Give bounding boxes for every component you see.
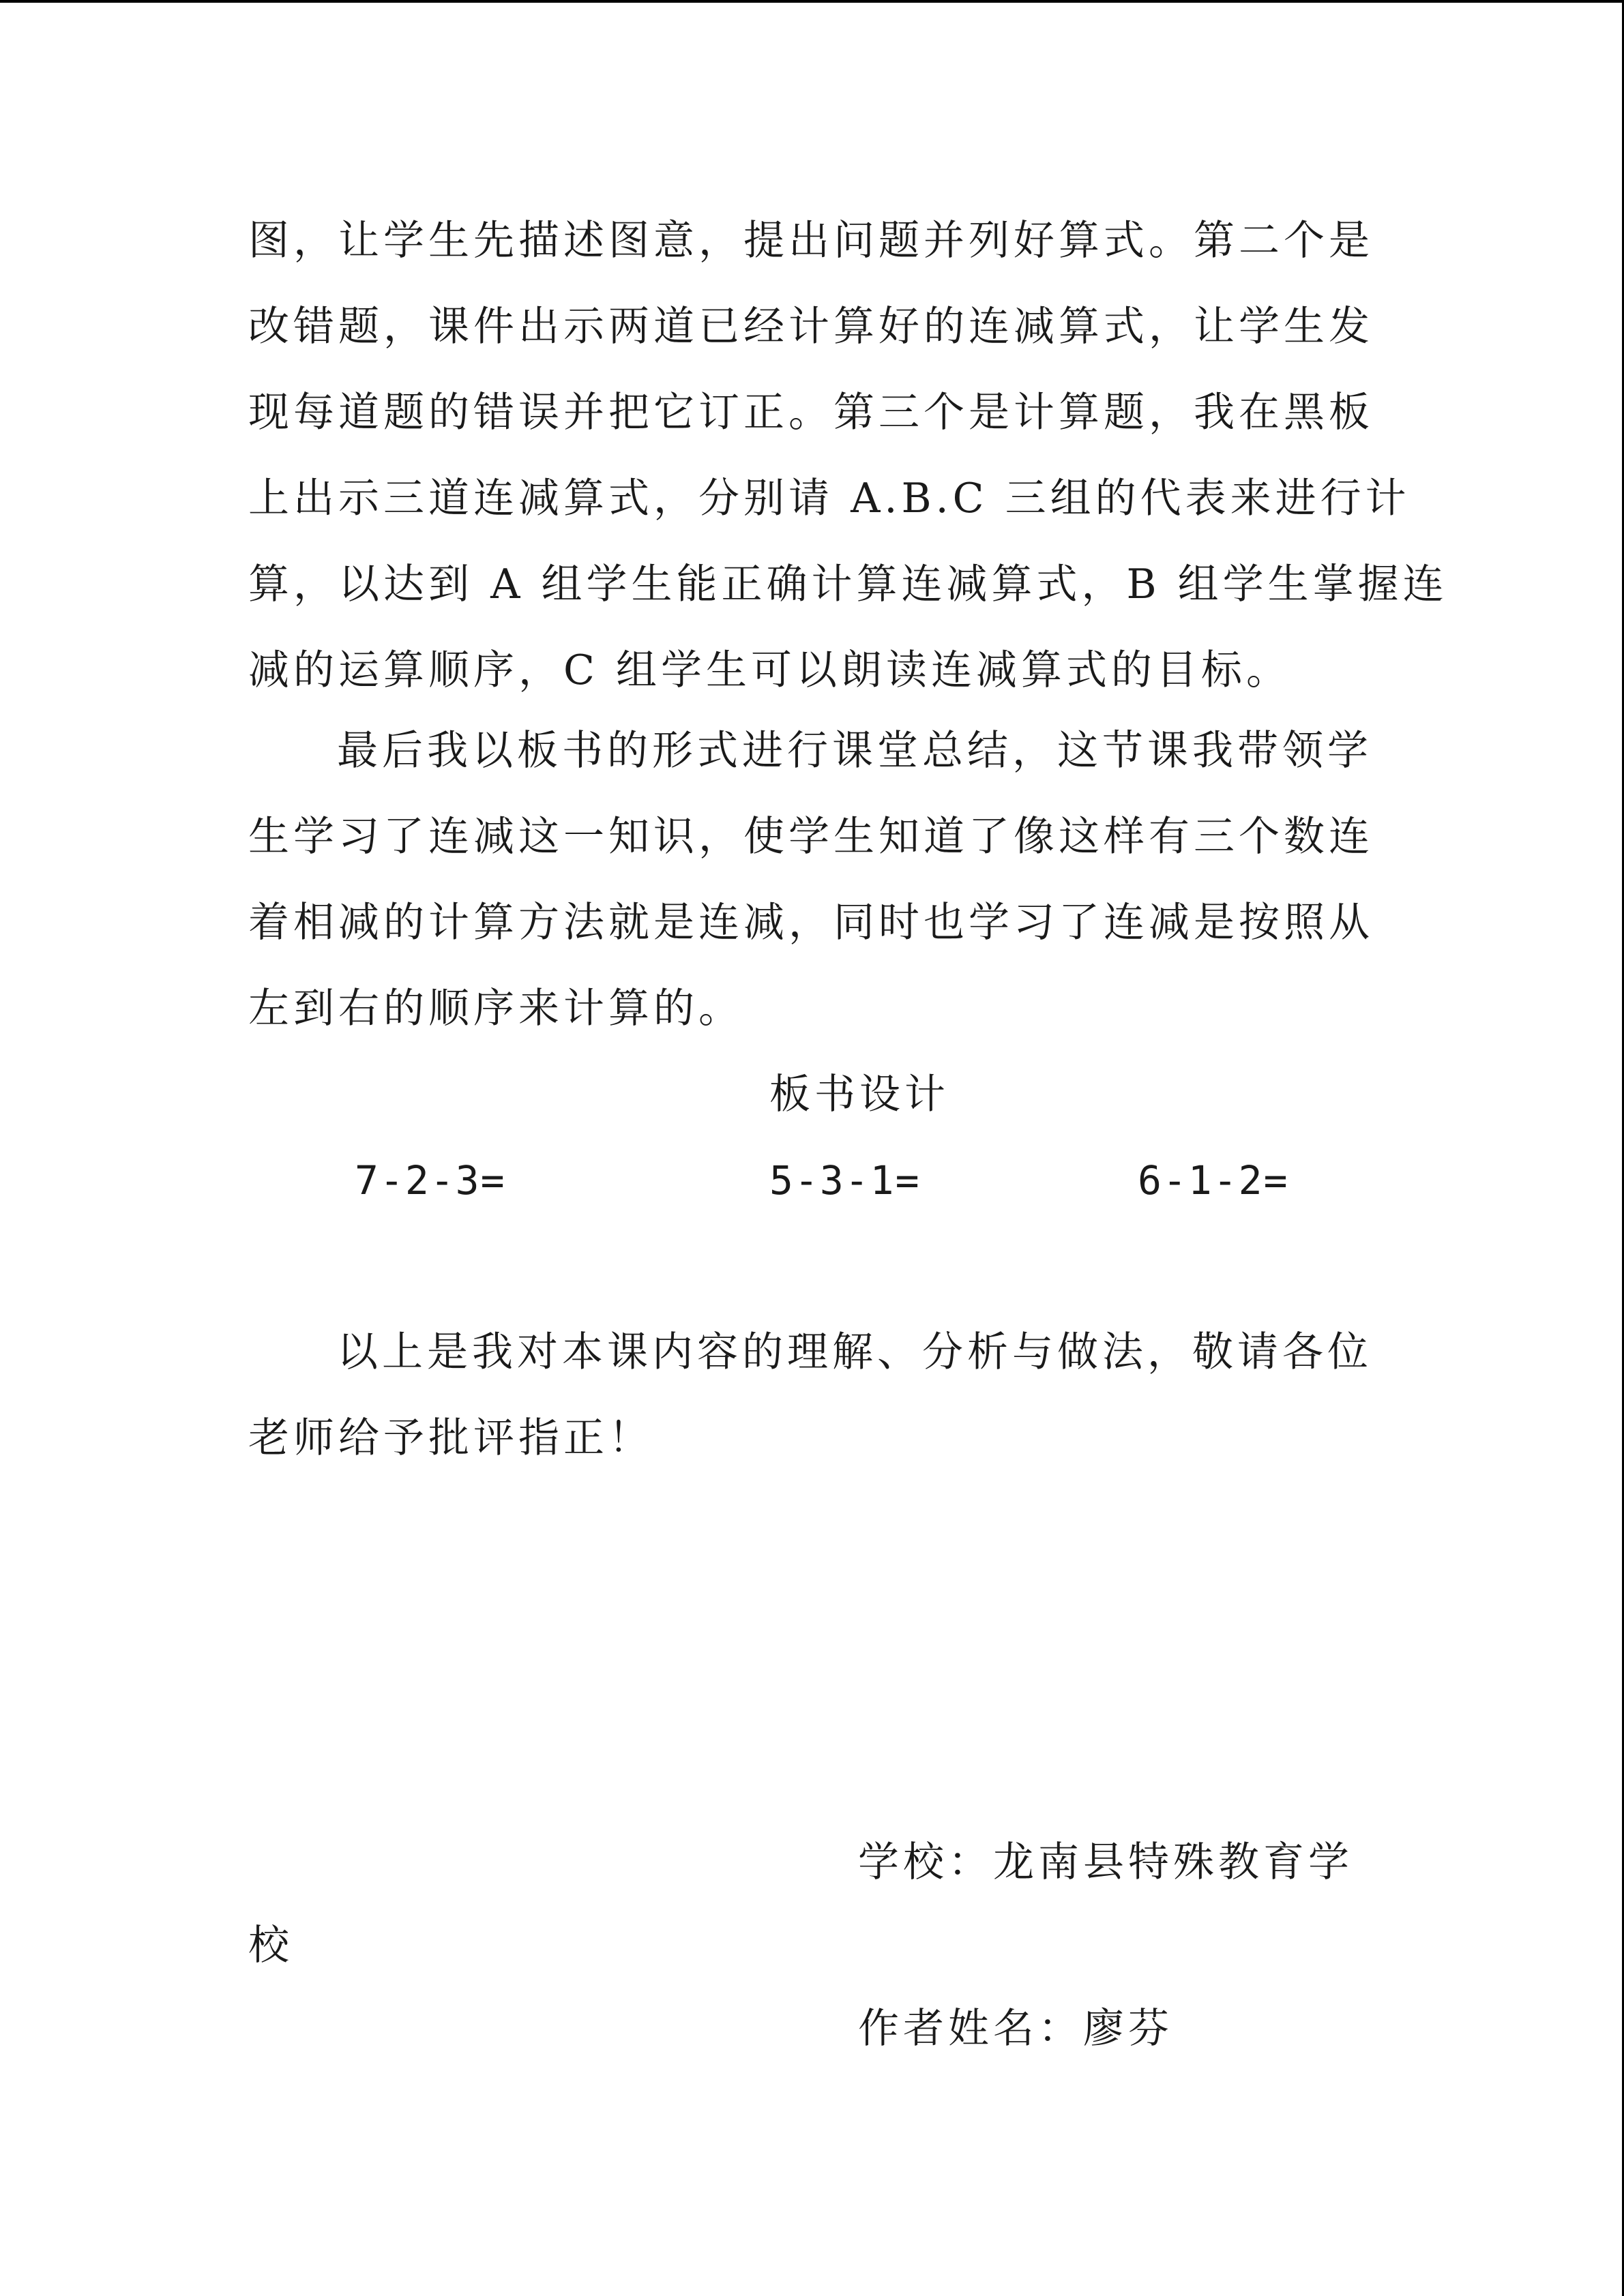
paragraph-line: 减的运算顺序，C 组学生可以朗读连减算式的目标。	[248, 646, 1291, 694]
paragraph-line: 着相减的计算方法就是连减，同时也学习了连减是按照从	[248, 899, 1374, 946]
paragraph-activities	[248, 198, 1448, 713]
board-equation: 5-3-1=	[769, 1157, 921, 1204]
paragraph-line: 上出示三道连减算式，分别请 A.B.C 三组的代表来进行计	[248, 475, 1411, 522]
paragraph-line: 老师给予批评指正！	[248, 1414, 653, 1462]
paragraph-closing	[248, 1309, 1372, 1481]
paragraph-line: 图，让学生先描述图意，提出问题并列好算式。第二个是	[248, 217, 1374, 265]
board-design-title: 板书设计	[769, 1071, 949, 1118]
paragraph-line: 生学习了连减这一知识，使学生知道了像这样有三个数连	[248, 813, 1374, 861]
school-line: 学校：龙南县特殊教育学	[858, 1838, 1353, 1886]
author-line: 作者姓名：廖芬	[858, 2005, 1173, 2053]
paragraph-line: 算，以达到 A 组学生能正确计算连减算式，B 组学生掌握连	[248, 561, 1448, 608]
paragraph-summary	[248, 708, 1374, 1052]
paragraph-line: 改错题，课件出示两道已经计算好的连减算式，让学生发	[248, 303, 1374, 351]
paragraph-line: 左到右的顺序来计算的。	[248, 985, 743, 1032]
paragraph-line: 以上是我对本课内容的理解、分析与做法，敬请各位	[337, 1328, 1372, 1376]
school-line-continued: 校	[248, 1922, 293, 1969]
board-equation: 7-2-3=	[355, 1157, 506, 1204]
board-equation: 6-1-2=	[1138, 1157, 1289, 1204]
paragraph-line: 最后我以板书的形式进行课堂总结，这节课我带领学	[337, 727, 1372, 775]
page-top-border	[0, 0, 1624, 3]
paragraph-line: 现每道题的错误并把它订正。第三个是计算题，我在黑板	[248, 389, 1374, 436]
